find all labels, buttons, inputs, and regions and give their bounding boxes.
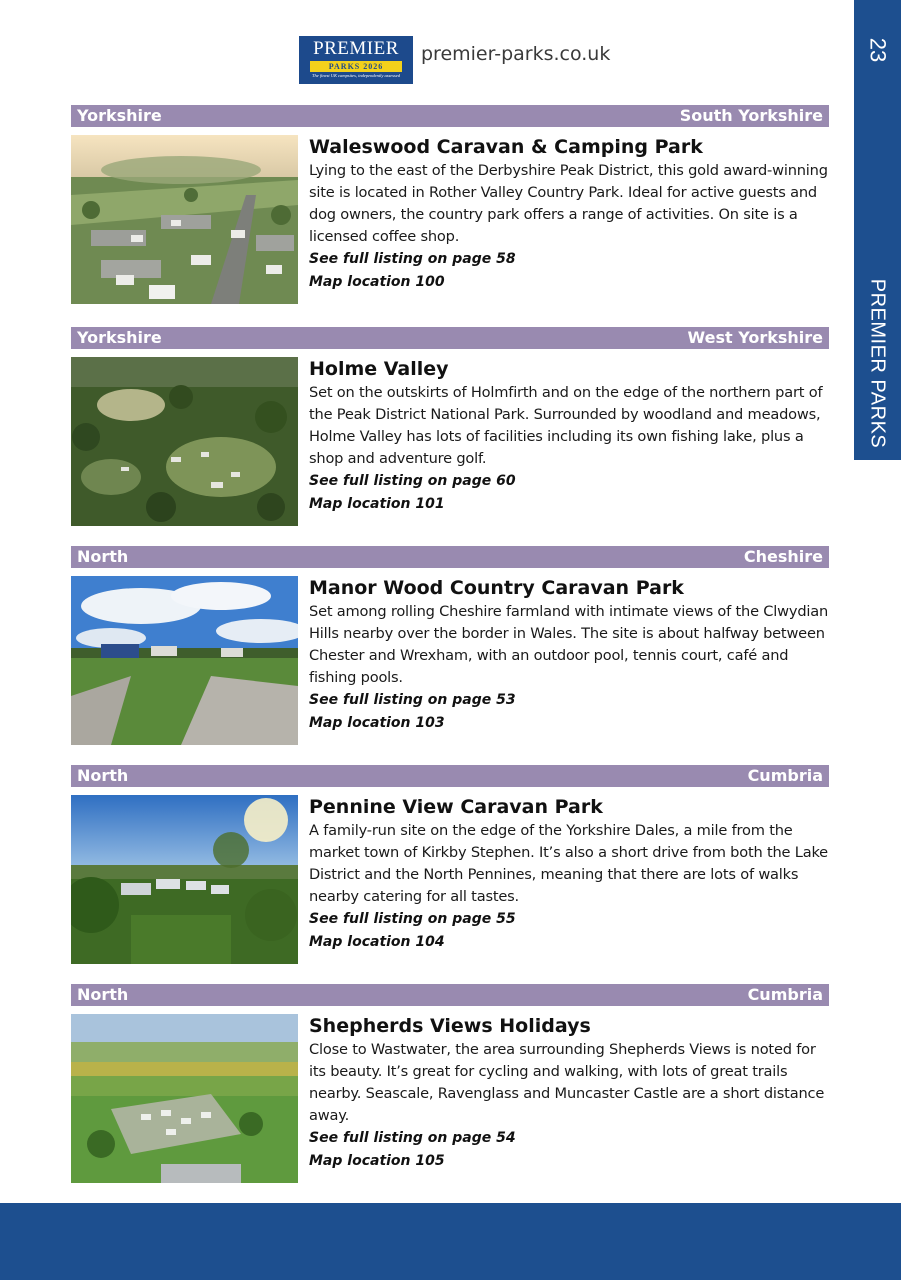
region-label: Yorkshire (77, 328, 162, 347)
full-listing-link[interactable]: See full listing on page 58 (309, 251, 516, 267)
full-listing-link[interactable]: See full listing on page 55 (309, 911, 516, 927)
park-description: Close to Wastwater, the area surrounding Shepherds Views is noted for its beauty. It’s great for cycling and walking, with lots of great trails nearby. Seascale, Ravenglass and Muncaster Castle are a short distance away. (309, 1041, 825, 1124)
region-band (71, 765, 829, 787)
map-location: Map location 101 (309, 496, 445, 512)
premier-parks-logo[interactable] (299, 36, 413, 84)
region-label: North (77, 547, 129, 566)
side-tab-label: PREMIER PARKS (866, 278, 889, 449)
side-tab (854, 0, 901, 460)
park-description: Lying to the east of the Derbyshire Peak District, this gold award-winning site is located in Rother Valley Country Park. Ideal for active guests and dog owners, the country park offers a range of activities. On site is a licensed coffee shop. (309, 162, 828, 245)
map-location: Map location 100 (309, 274, 445, 290)
park-title: Holme Valley (309, 358, 449, 380)
region-label: North (77, 985, 129, 1004)
region-label: Yorkshire (77, 106, 162, 125)
park-title: Shepherds Views Holidays (309, 1015, 591, 1037)
full-listing-link[interactable]: See full listing on page 53 (309, 692, 516, 708)
region-band (71, 984, 829, 1006)
county-label: West Yorkshire (687, 328, 823, 347)
county-label: Cheshire (743, 547, 823, 566)
region-band (71, 105, 829, 127)
listing-pennine-view (71, 765, 829, 963)
park-photo (71, 357, 298, 526)
county-label: Cumbria (747, 985, 823, 1004)
park-title: Manor Wood Country Caravan Park (309, 577, 684, 599)
region-label: North (77, 766, 129, 785)
site-url[interactable]: premier-parks.co.uk (421, 43, 611, 65)
park-description: A family-run site on the edge of the Yorkshire Dales, a mile from the market town of Kirkby Stephen. It’s also a short drive from both the Lake District and the North Pennines, meaning that there are lots of walks nearby catering for all tastes. (309, 822, 828, 905)
park-photo (71, 576, 298, 745)
park-photo (71, 795, 298, 964)
region-band (71, 546, 829, 568)
full-listing-link[interactable]: See full listing on page 54 (309, 1130, 516, 1146)
page-header (299, 36, 610, 84)
county-label: Cumbria (747, 766, 823, 785)
park-description: Set on the outskirts of Holmfirth and on the edge of the northern part of the Peak District National Park. Surrounded by woodland and meadows, Holme Valley has lots of facilities including its own fishing lake, plus a shop and adventure golf. (309, 384, 823, 467)
region-band (71, 327, 829, 349)
map-location: Map location 105 (309, 1153, 445, 1169)
park-photo (71, 1014, 298, 1183)
listing-waleswood (71, 105, 829, 303)
footer-band (0, 1203, 901, 1280)
park-title: Pennine View Caravan Park (309, 796, 603, 818)
map-location: Map location 103 (309, 715, 445, 731)
park-title: Waleswood Caravan & Camping Park (309, 136, 703, 158)
listing-manor-wood (71, 546, 829, 744)
listing-shepherds-views (71, 984, 829, 1182)
logo-year-band: PARKS 2026 (310, 61, 402, 72)
full-listing-link[interactable]: See full listing on page 60 (309, 473, 516, 489)
page-number: 23 (865, 37, 891, 63)
logo-tagline: The finest UK campsites, independently assessed (312, 73, 400, 78)
listing-holme-valley (71, 327, 829, 525)
county-label: South Yorkshire (679, 106, 823, 125)
logo-wordmark: PREMIER (313, 38, 399, 59)
park-description: Set among rolling Cheshire farmland with intimate views of the Clwydian Hills nearby over the border in Wales. The site is about halfway between Chester and Wrexham, with an outdoor pool, tennis court, café and fishing pools. (309, 603, 829, 686)
map-location: Map location 104 (309, 934, 445, 950)
park-photo (71, 135, 298, 304)
